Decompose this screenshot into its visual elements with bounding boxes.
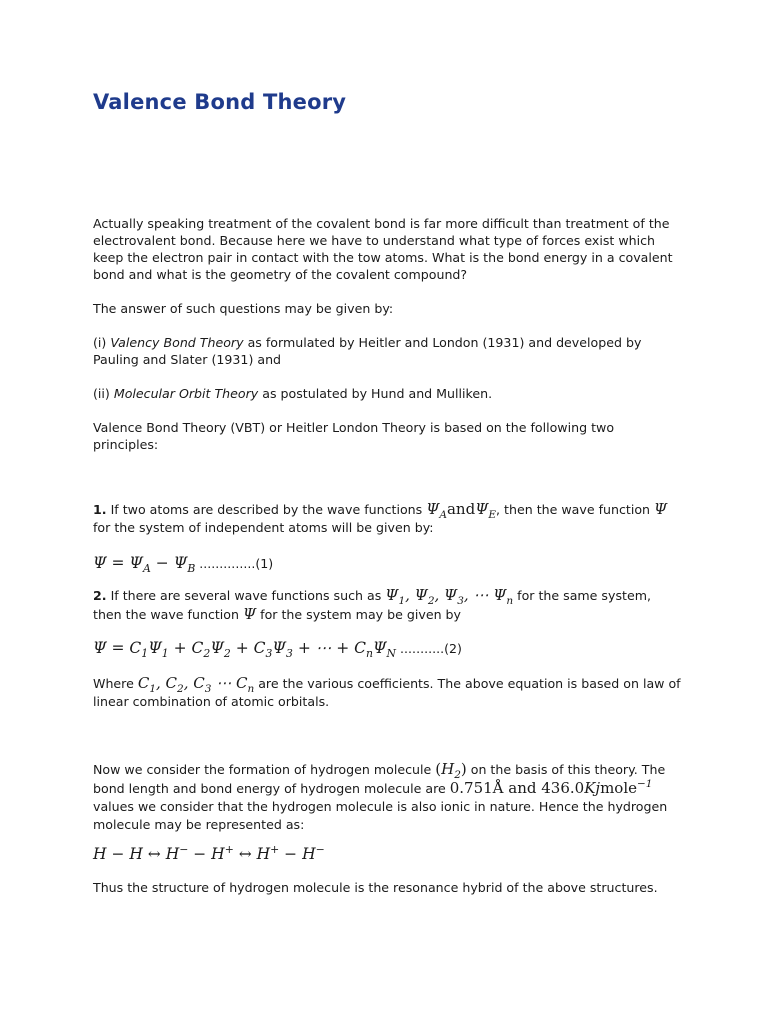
principle-1: 1. If two atoms are described by the wave functions $\Psi_Aand\Psi_E$, then the wave function Ψ for the system of independent atoms will be given by:	[93, 500, 668, 535]
formula-psi: Ψ	[243, 605, 257, 623]
item-valency-bond-theory: (i) Valency Bond Theory as formulated by Heitler and London (1931) and developed by Pauling and Slater (1931) and	[93, 335, 642, 367]
principle-2: 2. If there are several wave functions such as $\Psi_1$, $\Psi_2$, $\Psi_3$, ⋯ $\Psi_n$ for the same system, then the wave function Ψ for the system may be given by	[93, 586, 651, 623]
page-title: Valence Bond Theory	[93, 90, 347, 114]
formula-psi-a-and-psi-b: $\Psi_Aand\Psi_E$	[426, 500, 497, 521]
formula-h2: $(H_2)$	[435, 760, 467, 781]
formula-psi: Ψ	[654, 500, 668, 518]
conclusion-paragraph: Thus the structure of hydrogen molecule is the resonance hybrid of the above structures.	[93, 880, 658, 895]
equation-2: $\Psi = C_1\Psi_1 + C_2\Psi_2 + C_3\Psi_3$ + ⋯ + $C_n\Psi_N$ ...........(2)	[93, 639, 462, 661]
answer-intro: The answer of such questions may be given by:	[93, 301, 394, 316]
coefficients-paragraph: Where $C_1$, $C_2$, $C_3$ ⋯ $C_n$ are the various coefficients. The above equation is based on law of linear combination of atomic orbitals.	[93, 674, 681, 709]
item-molecular-orbit-theory: (ii) Molecular Orbit Theory as postulated by Hund and Mulliken.	[93, 386, 493, 401]
equation-1: $\Psi = \Psi_A - \Psi_B$ ..............(1)	[93, 554, 274, 576]
formula-psi-series: $\Psi_1$, $\Psi_2$, $\Psi_3$, ⋯ $\Psi_n$	[385, 586, 514, 607]
formula-coefficients: $C_1$, $C_2$, $C_3$ ⋯ $C_n$	[137, 674, 255, 695]
hydrogen-paragraph: Now we consider the formation of hydrogen molecule $(H_2)$ on the basis of this theory. The bond length and bond energy of hydrogen molecule are 0.751Å and 436.0Kjmole$^{-1}$ values we consider that the hydrogen molecule is also ionic in nature. Hence the hydrogen molecule may be represented as:	[93, 760, 668, 832]
intro-paragraph: Actually speaking treatment of the covalent bond is far more difficult than treatment of the electrovalent bond. Because here we have to understand what type of forces exist which keep the electron pair in contact with the tow atoms. What is the bond energy in a covalent bond and what is the geometry of the covalent compound?	[93, 216, 673, 282]
resonance-equation: H − H ↔ H− − H+ ↔ H+ − H−	[93, 842, 325, 863]
formula-bond-values: 0.751Å and 436.0Kjmole$^{-1}$	[449, 778, 653, 797]
vbt-intro: Valence Bond Theory (VBT) or Heitler London Theory is based on the following two principles:	[93, 420, 615, 452]
